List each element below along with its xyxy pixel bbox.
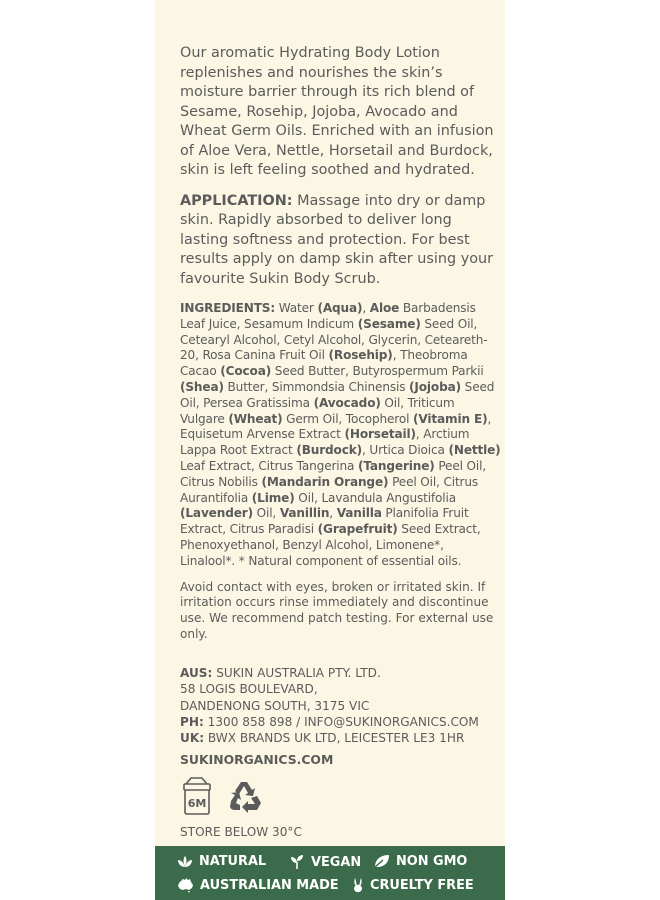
ingredient-text: Seed Oil, Cetearyl Alcohol, Cetyl Alcohol, Glycerin, Ceteareth-20, Rosa Canina Fruit Oil xyxy=(180,316,488,363)
ingredient-common-name: Vanillin xyxy=(279,506,330,521)
ingredient-text: , xyxy=(329,506,337,521)
ingredient-common-name: Vanilla xyxy=(336,506,382,521)
ingredient-common-name: (Sesame) xyxy=(357,316,421,331)
uk-label: UK: xyxy=(180,731,205,746)
ingredient-common-name: Aloe xyxy=(369,301,400,315)
leaf-icon xyxy=(373,854,390,869)
ingredient-text: , Urtica Dioica xyxy=(362,443,449,458)
storage-instruction: STORE BELOW 30°C xyxy=(180,825,302,839)
ingredient-common-name: (Lavender) xyxy=(180,506,253,521)
badge-natural-label: NATURAL xyxy=(199,854,267,869)
ingredient-text: Peel Oil, Citrus Nobilis xyxy=(180,458,487,489)
badge-vegan xyxy=(289,854,361,870)
ingredient-common-name: (Vitamin E) xyxy=(413,411,488,426)
ingredient-text: Germ Oil, Tocopherol xyxy=(282,411,414,426)
ph-label: PH: xyxy=(180,714,204,729)
ingredient-common-name: (Mandarin Orange) xyxy=(261,474,389,489)
application-label: APPLICATION: xyxy=(180,192,293,209)
ingredient-text: Oil, Triticum Vulgare xyxy=(180,395,455,426)
ingredient-text: Leaf Extract, Citrus Tangerina xyxy=(180,458,358,473)
uk-value: BWX BRANDS UK LTD, LEICESTER LE3 1HR xyxy=(204,731,465,746)
ingredient-common-name: (Lime) xyxy=(251,490,295,505)
ingredient-common-name: (Jojoba) xyxy=(409,379,461,394)
ingredient-text: , xyxy=(362,301,370,315)
manufacturer-address xyxy=(180,665,479,746)
ingredient-common-name: (Grapefruit) xyxy=(317,522,398,537)
label-content xyxy=(180,44,502,643)
ingredient-text: Seed Oil, Persea Gratissima xyxy=(180,379,495,410)
ingredients-section xyxy=(180,301,502,570)
symbol-row xyxy=(180,776,264,816)
badge-australian-made-label: AUSTRALIAN MADE xyxy=(200,877,339,893)
phone-line xyxy=(180,714,479,730)
ingredient-common-name: (Rosehip) xyxy=(328,348,393,363)
website-url: SUKINORGANICS.COM xyxy=(180,752,334,767)
product-description: Our aromatic Hydrating Body Lotion replenishes and nourishes the skin’s moisture barrier through its rich blend of Sesame, Rosehip, Jojoba, Avocado and Wheat Germ Oils. Enriched with an infusion of Aloe Vera, Nettle, Horsetail and Burdock, skin is left feeling soothed and hydrated. xyxy=(180,45,494,178)
ingredient-common-name: (Avocado) xyxy=(313,395,381,410)
ingredient-text: Seed Extract, Phenoxyethanol, Benzyl Alcohol, Limonene*, Linalool*. * Natural component of essential oils. xyxy=(180,522,481,568)
ingredient-common-name: (Wheat) xyxy=(228,411,283,426)
ingredient-text: Oil, xyxy=(252,506,280,521)
badge-non-gmo xyxy=(373,854,467,869)
ingredient-text: Planifolia Fruit Extract, Citrus Paradisi xyxy=(180,506,469,537)
aus-line-2: 58 LOGIS BOULEVARD, xyxy=(180,682,318,697)
ingredient-text: , Arctium Lappa Root Extract xyxy=(180,427,470,458)
period-after-opening-icon xyxy=(180,776,214,816)
ingredient-text: Peel Oil, Citrus Aurantifolia xyxy=(180,474,479,505)
rabbit-icon xyxy=(352,877,364,893)
ingredient-common-name: (Cocoa) xyxy=(220,364,272,379)
australia-map-icon xyxy=(177,877,194,893)
ph-value: 1300 858 898 / INFO@SUKINORGANICS.COM xyxy=(203,714,479,729)
pao-label: 6M xyxy=(187,797,207,810)
ingredient-text: Barbadensis Leaf Juice, Sesamum Indicum xyxy=(180,301,476,331)
certification-bar xyxy=(155,846,505,900)
ingredient-text: Butter, Simmondsia Chinensis xyxy=(223,379,410,394)
ingredients-list xyxy=(180,301,501,568)
sprout-icon xyxy=(289,854,305,870)
ingredient-text: , Theobroma Cacao xyxy=(180,348,468,379)
badge-cruelty-free-label: CRUELTY FREE xyxy=(370,877,474,893)
aus-line-3: DANDENONG SOUTH, 3175 VIC xyxy=(180,698,370,713)
ingredient-text: Water xyxy=(275,301,318,315)
badge-natural xyxy=(177,854,266,869)
ingredient-common-name: (Nettle) xyxy=(448,443,501,458)
aus-line-1 xyxy=(180,665,479,681)
uk-line xyxy=(180,730,479,746)
aus-label: AUS: xyxy=(180,666,213,680)
ingredient-text: Oil, Lavandula Angustifolia xyxy=(294,490,456,505)
ingredient-common-name: (Aqua) xyxy=(317,301,363,315)
badge-cruelty-free xyxy=(352,877,474,893)
recycle-icon xyxy=(228,779,264,813)
caution-text: Avoid contact with eyes, broken or irritated skin. If irritation occurs rinse immediately and discontinue use. We recommend patch testing. For external use only. xyxy=(180,579,494,641)
ingredients-label: INGREDIENTS: xyxy=(180,301,276,315)
ingredient-text: , Equisetum Arvense Extract xyxy=(180,411,492,442)
badge-australian-made xyxy=(177,877,339,893)
aus-company: SUKIN AUSTRALIA PTY. LTD. xyxy=(212,666,381,680)
badge-vegan-label: VEGAN xyxy=(311,854,362,870)
ingredient-common-name: (Shea) xyxy=(180,379,224,394)
ingredient-text: Seed Butter, Butyrospermum Parkii xyxy=(271,364,484,379)
badge-non-gmo-label: NON GMO xyxy=(396,854,468,869)
lotus-icon xyxy=(177,855,193,869)
ingredient-common-name: (Tangerine) xyxy=(358,458,435,473)
application-section xyxy=(180,192,502,290)
ingredient-common-name: (Horsetail) xyxy=(344,427,416,442)
product-label-panel xyxy=(155,0,505,900)
ingredient-common-name: (Burdock) xyxy=(296,443,362,458)
application-text: Massage into dry or damp skin. Rapidly absorbed to deliver long lasting softness and protection. For best results apply on damp skin after using your favourite Sukin Body Scrub. xyxy=(180,192,494,287)
